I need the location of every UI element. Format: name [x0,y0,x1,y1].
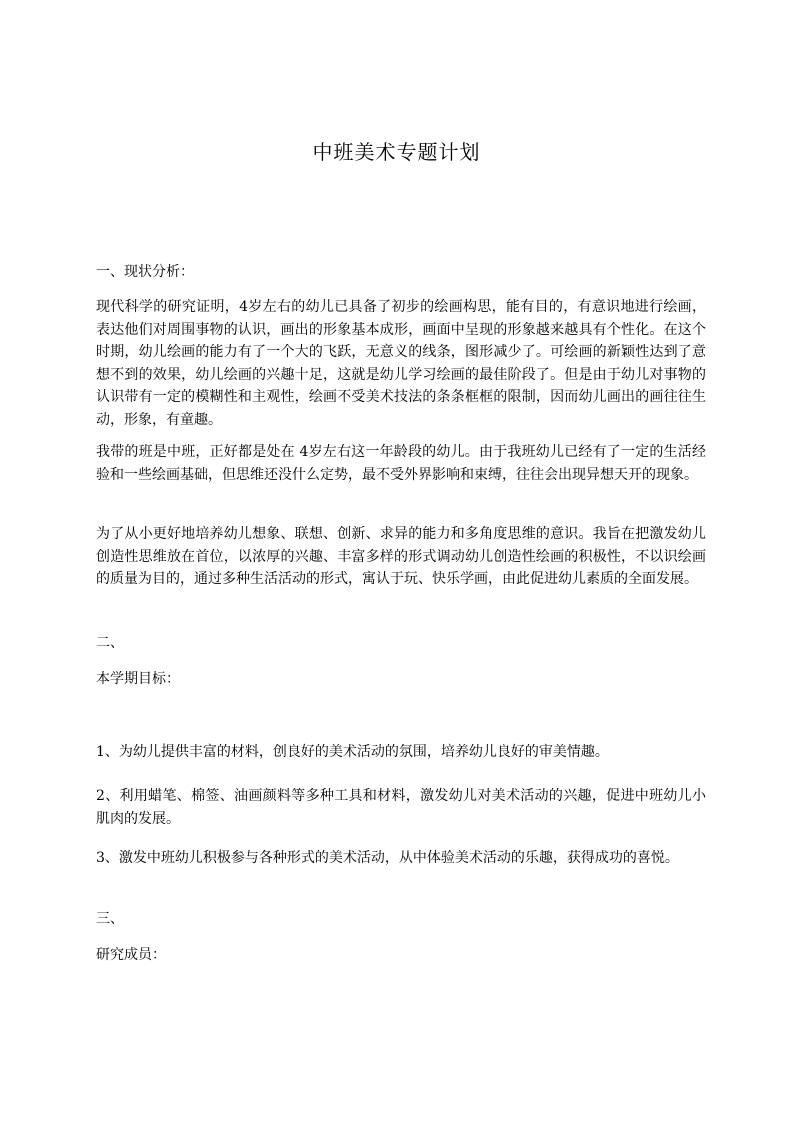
document-title: 中班美术专题计划 [312,140,481,164]
section1-heading: 一、现状分析： [96,264,194,280]
section3-number: 三、 [96,911,124,927]
goal-item-1: 1、为幼儿提供丰富的材料，创良好的美术活动的氛围，培养幼儿良好的审美情趣。 [96,744,609,760]
section1-paragraph-2: 我带的班是中班，正好都是处在 4岁左右这一年龄段的幼儿。由于我班幼儿已经有了一定的生活经验和一些绘画基础，但思维还没什么定势，最不受外界影响和束缚，往往会出现异想天开的现象。 [96,444,706,483]
section2-number: 二、 [96,635,124,651]
goal-item-2: 2、利用蜡笔、棉签、油画颜料等多种工具和材料，激发幼儿对美术活动的兴趣，促进中班幼儿小肌肉的发展。 [96,788,706,827]
section1-paragraph-3: 为了从小更好地培养幼儿想象、联想、创新、求异的能力和多角度思维的意识。我旨在把激发幼儿创造性思维放在首位，以浓厚的兴趣、丰富多样的形式调动幼儿创造性绘画的积极性，不以识绘画的质量为目的，通过多种生活活动的形式，寓认于玩、快乐学画，由此促进幼儿素质的全面发展。 [96,526,706,587]
section1-paragraph-1: 现代科学的研究证明，4岁左右的幼儿已具备了初步的绘画构思，能有目的，有意识地进行绘画，表达他们对周围事物的认识，画出的形象基本成形，画面中呈现的形象越来越具有个性化。在这个时期，幼儿绘画的能力有了一个大的飞跃，无意义的线条，图形减少了。可绘画的新颖性达到了意想不到的效果，幼儿绘画的兴趣十足，这就是幼儿学习绘画的最佳阶段了。但是由于幼儿对事物的认识带有一定的模糊性和主观性，绘画不受美术技法的条条框框的限制，因而幼儿画出的画往往生动，形象，有童趣。 [96,299,706,428]
section3-heading: 研究成员： [96,947,166,963]
section2-heading: 本学期目标： [96,671,180,687]
goal-item-3: 3、激发中班幼儿积极参与各种形式的美术活动，从中体验美术活动的乐趣，获得成功的喜悦。 [96,850,679,866]
